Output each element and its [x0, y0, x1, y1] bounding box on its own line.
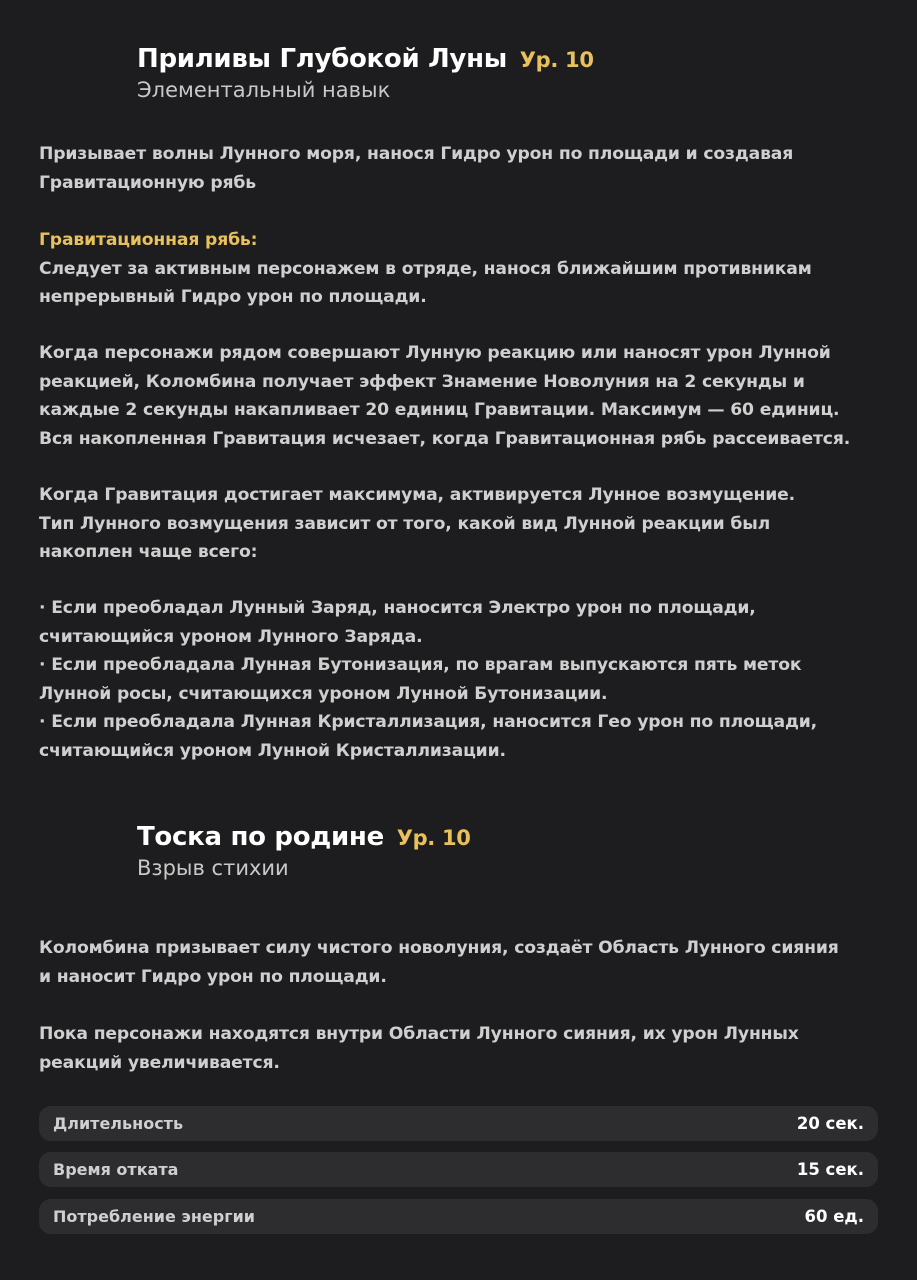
bullet-line: Лунной росы, считающихся уроном Лунной Бутонизации.	[39, 683, 608, 704]
skill-title-1	[137, 43, 594, 76]
skill1-disturbance	[39, 481, 889, 567]
text-line: Коломбина призывает силу чистого новолуния, создаёт Область Лунного сияния	[39, 938, 839, 958]
text-line: каждые 2 секунды накапливает 20 единиц Гравитации. Максимум — 60 единиц.	[39, 400, 840, 420]
stat-label: Время отката	[53, 1160, 179, 1179]
text-line: Когда персонажи рядом совершают Лунную реакцию или наносят урон Лунной	[39, 343, 831, 363]
bullet-line: · Если преобладал Лунный Заряд, наносится Электро урон по площади,	[39, 598, 756, 618]
skill-header-1	[137, 43, 594, 104]
text-line: Гравитационную рябь	[39, 172, 256, 193]
text-line: Когда Гравитация достигает максимума, активируется Лунное возмущение.	[39, 485, 795, 505]
stat-value: 20 сек.	[796, 1114, 864, 1133]
text-line: Пока персонажи находятся внутри Области Лунного сияния, их урон Лунных	[39, 1024, 799, 1044]
skill2-intro	[39, 934, 889, 991]
bullet-line: · Если преобладала Лунная Бутонизация, по врагам выпускаются пять меток	[39, 655, 802, 675]
text-line: Призывает волны Лунного моря, нанося Гидро урон по площади и создавая	[39, 144, 794, 164]
skill-type-1: Элементальный навык	[137, 78, 391, 102]
skill-type-2: Взрыв стихии	[137, 856, 289, 880]
skill-header-2	[137, 821, 471, 882]
text-line: Вся накопленная Гравитация исчезает, когда Гравитационная рябь рассеивается.	[39, 428, 851, 449]
ripple-heading: Гравитационная рябь:	[39, 230, 258, 250]
skill1-gravity	[39, 339, 889, 453]
skill2-field	[39, 1020, 889, 1077]
skill-name-1: Приливы Глубокой Луны	[137, 44, 507, 74]
text-line: накоплен чаще всего:	[39, 542, 258, 562]
skill-name-2: Тоска по родине	[137, 822, 384, 852]
bullet-line: считающийся уроном Лунной Кристаллизации.	[39, 740, 506, 761]
text-line: и наносит Гидро урон по площади.	[39, 966, 387, 987]
stat-value: 60 ед.	[804, 1207, 864, 1226]
text-line: реакций увеличивается.	[39, 1052, 280, 1073]
stat-label: Длительность	[53, 1114, 184, 1133]
skill1-ripple	[39, 226, 889, 312]
skill-level-1: Ур. 10	[519, 48, 594, 72]
skill-title-2	[137, 821, 471, 854]
text-line: Следует за активным персонажем в отряде, нанося ближайшим противникам	[39, 258, 812, 279]
text-line: непрерывный Гидро урон по площади.	[39, 287, 427, 307]
skill-level-2: Ур. 10	[396, 826, 471, 850]
text-line: Тип Лунного возмущения зависит от того, какой вид Лунной реакции был	[39, 513, 771, 534]
bullet-line: считающийся уроном Лунного Заряда.	[39, 626, 423, 647]
skill1-intro	[39, 140, 889, 197]
stat-value: 15 сек.	[796, 1160, 864, 1179]
stat-row-duration	[39, 1106, 878, 1141]
stat-label: Потребление энергии	[53, 1207, 256, 1226]
stat-row-energy	[39, 1199, 878, 1234]
skill1-bullets	[39, 594, 889, 765]
stat-row-cooldown	[39, 1152, 878, 1187]
bullet-line: · Если преобладала Лунная Кристаллизация, наносится Гео урон по площади,	[39, 712, 817, 732]
text-line: реакцией, Коломбина получает эффект Знамение Новолуния на 2 секунды и	[39, 371, 805, 392]
